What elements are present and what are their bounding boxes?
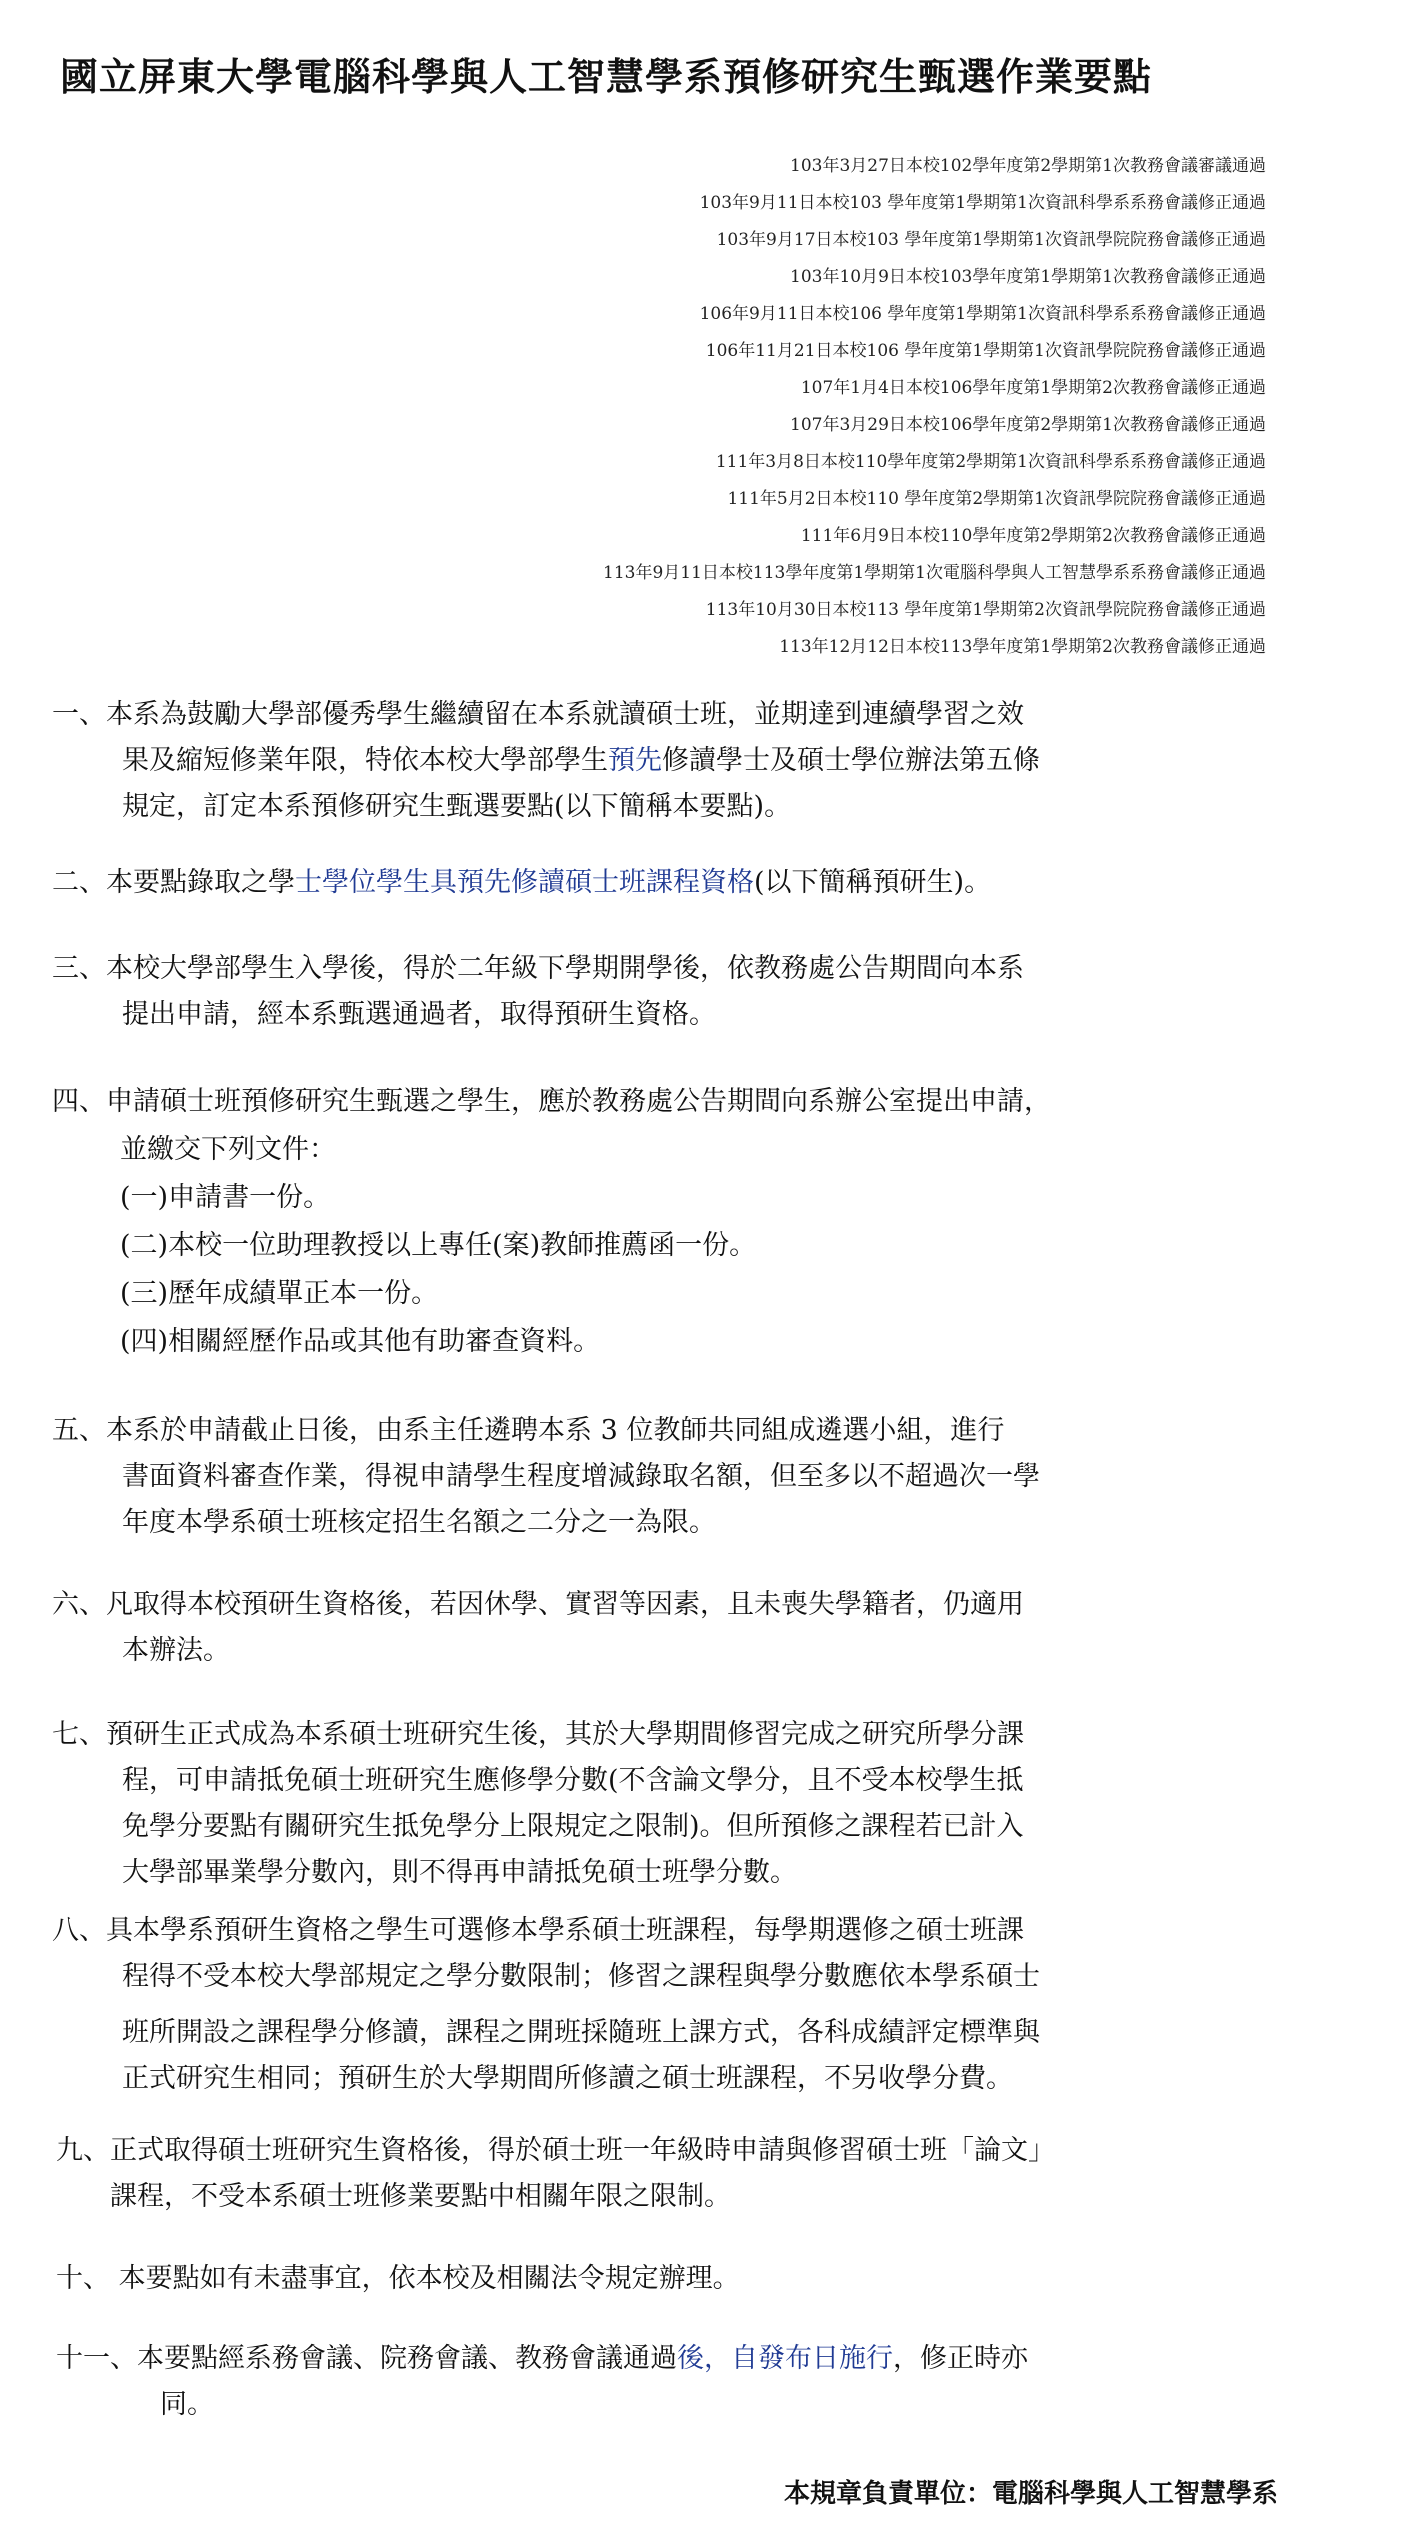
highlighted-text: 預先 [608, 745, 662, 776]
history-line: 106年11月21日本校106 學年度第1學期第1次資訊學院院務會議修正通過 [705, 341, 1266, 361]
history-line: 113年10月30日本校113 學年度第1學期第2次資訊學院院務會議修正通過 [705, 600, 1266, 620]
history-line: 113年9月11日本校113學年度第1學期第1次電腦科學與人工智慧學系系務會議修正通過 [603, 563, 1266, 583]
article-8: 八、具本學系預研生資格之學生可選修本學系碩士班課程，每學期選修之碩士班課 程得不受本校大學部規定之學分數限制；修習之課程與學分數應依本學系碩士 班所開設之課程學分修讀，課程之開班採隨班上課方式，各科成績評定標準與 正式研究生相同；預研生於大學期間所修讀之碩士班課程，不另收學分費。 [52, 1915, 1040, 2094]
article-11: 十一、本要點經系務會議、院務會議、教務會議通過後，自發布日施行，修正時亦 同。 [56, 2343, 1028, 2420]
article-5: 五、本系於申請截止日後，由系主任遴聘本系 3 位教師共同組成遴選小組，進行 書面資料審查作業，得視申請學生程度增減錄取名額，但至多以不超過次一學 年度本學系碩士班核定招生名額之二分之一為限。 [52, 1415, 1040, 1538]
article-9: 九、正式取得碩士班研究生資格後，得於碩士班一年級時申請與修習碩士班「論文」 課程，不受本系碩士班修業要點中相關年限之限制。 [56, 2135, 1055, 2212]
history-line: 111年6月9日本校110學年度第2學期第2次教務會議修正通過 [800, 526, 1266, 546]
article-10: 十、 本要點如有未盡事宜，依本校及相關法令規定辦理。 [56, 2263, 740, 2294]
history-line: 103年9月11日本校103 學年度第1學期第1次資訊科學系系務會議修正通過 [699, 193, 1266, 213]
highlighted-text: 士學位學生具預先修讀碩士班課程資格 [295, 867, 754, 898]
article-1-line-2: 果及縮短修業年限，特依本校大學部學生預先修讀學士及碩士學位辦法第五條 [122, 745, 1040, 776]
history-line: 103年3月27日本校102學年度第2學期第1次教務會議審議通過 [790, 156, 1266, 176]
history-line: 113年12月12日本校113學年度第1學期第2次教務會議修正通過 [779, 637, 1266, 657]
article-2: 二、本要點錄取之學士學位學生具預先修讀碩士班課程資格(以下簡稱預研生)。 [52, 867, 992, 898]
history-line: 107年3月29日本校106學年度第2學期第1次教務會議修正通過 [790, 415, 1266, 435]
history-line: 103年9月17日本校103 學年度第1學期第1次資訊學院院務會議修正通過 [716, 230, 1266, 250]
article-7: 七、預研生正式成為本系碩士班研究生後，其於大學期間修習完成之研究所學分課 程，可申請抵免碩士班研究生應修學分數(不含論文學分，且不受本校學生抵 免學分要點有關研究生抵免學分上限規定之限制)。但所預修之課程若已計入 大學部畢業學分數內，則不得再申請抵免碩士班學分數。 [52, 1719, 1024, 1888]
history-line: 111年5月2日本校110 學年度第2學期第1次資訊學院院務會議修正通過 [727, 489, 1266, 509]
history-line: 111年3月8日本校110學年度第2學期第1次資訊科學系系務會議修正通過 [715, 452, 1266, 472]
document-list-item: (二)本校一位助理教授以上專任(案)教師推薦函一份。 [120, 1230, 757, 1261]
document-list-item: (四)相關經歷作品或其他有助審查資料。 [120, 1326, 601, 1357]
responsible-unit: 本規章負責單位：電腦科學與人工智慧學系 [783, 2479, 1278, 2509]
history-line: 106年9月11日本校106 學年度第1學期第1次資訊科學系系務會議修正通過 [699, 304, 1266, 324]
article-4: 四、申請碩士班預修研究生甄選之學生，應於教務處公告期間向系辦公室提出申請， 並繳交下列文件： (一)申請書一份。 (二)本校一位助理教授以上專任(案)教師推薦函一份。 (三)歷年成績單正本一份。 (四)相關經歷作品或其他有助審查資料。 [52, 1078, 1051, 1366]
document-title: 國立屏東大學電腦科學與人工智慧學系預修研究生甄選作業要點 [60, 55, 1153, 99]
article-3: 三、本校大學部學生入學後，得於二年級下學期開學後，依教務處公告期間向本系 提出申請，經本系甄選通過者，取得預研生資格。 [52, 953, 1024, 1030]
amendment-history [166, 148, 1266, 666]
history-line: 107年1月4日本校106學年度第1學期第2次教務會議修正通過 [800, 378, 1266, 398]
article-1-line-3: 規定，訂定本系預修研究生甄選要點(以下簡稱本要點)。 [122, 791, 792, 822]
document-list-item: (三)歷年成績單正本一份。 [120, 1278, 439, 1309]
article-1 [52, 692, 1040, 830]
document-list-item: (一)申請書一份。 [120, 1182, 331, 1213]
history-line: 103年10月9日本校103學年度第1學期第1次教務會議修正通過 [790, 267, 1266, 287]
article-1-line-1: 一、本系為鼓勵大學部優秀學生繼續留在本系就讀碩士班，並期達到連續學習之效 [52, 699, 1024, 730]
highlighted-text: 後，自發布日施行 [677, 2343, 893, 2374]
article-6: 六、凡取得本校預研生資格後，若因休學、實習等因素，且未喪失學籍者，仍適用 本辦法。 [52, 1589, 1024, 1666]
